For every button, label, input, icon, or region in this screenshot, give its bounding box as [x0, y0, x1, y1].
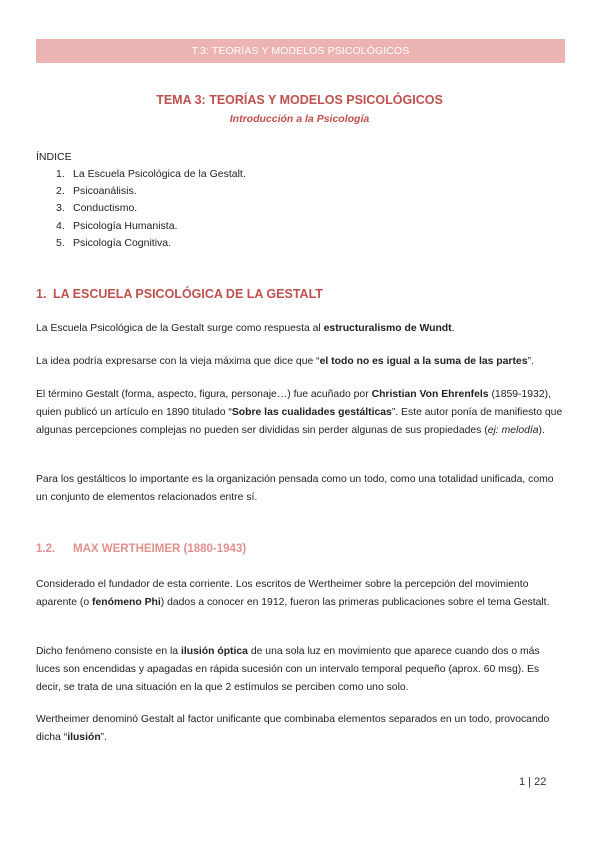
- bold-term: ilusión óptica: [180, 646, 248, 657]
- text-run: Dicho fenómeno consiste en la: [36, 646, 181, 657]
- text-run: de una sola luz en movimiento que aparece cuando dos o más luces son encendidas y apagadas en rápida sucesión con un intervalo temporal pequeño (aprox. 60 msg). Es decir, se trata de una situación en la que 2 estímulos se perciben como uno solo.: [36, 646, 540, 693]
- index-item: [56, 218, 246, 235]
- index-item-number: 5.: [56, 236, 65, 249]
- page-number: 1 | 22: [519, 776, 547, 788]
- text-run: ) dados a conocer en 1912, fueron las primeras publicaciones sobre el tema Gestalt.: [160, 596, 550, 608]
- section-heading: [36, 287, 323, 301]
- paragraph-organization: Para los gestálticos lo importante es la organización pensada como un todo, como una totalidad unificada, como un conjunto de elementos relacionados entre sí.: [36, 474, 554, 503]
- text-run: ).: [538, 424, 545, 436]
- text-run: Wertheimer denominó Gestalt al factor unificante que combinaba elementos separados en un todo, provocando dicha “: [36, 714, 550, 743]
- index-item-label: Psicología Cognitiva.: [73, 236, 172, 249]
- index-item-number: 3.: [56, 202, 65, 215]
- running-header-text: T.3: TEORÍAS Y MODELOS PSICOLÓGICOS: [191, 45, 410, 57]
- text-run: ”.: [100, 731, 108, 743]
- bold-term: ilusión: [67, 731, 101, 743]
- paragraph-term-gestalt: [36, 386, 566, 439]
- bold-term: Christian Von Ehrenfels: [371, 389, 489, 400]
- document-title: TEMA 3: TEORÍAS Y MODELOS PSICOLÓGICOS: [156, 93, 443, 107]
- document-subtitle: Introducción a la Psicología: [229, 113, 370, 125]
- subsection-heading: [36, 543, 246, 555]
- subsection-title: MAX WERTHEIMER (1880-1943): [73, 543, 247, 555]
- paragraph-phenomenon: [36, 643, 566, 696]
- text-run: El término Gestalt (forma, aspecto, figura, personaje…) fue acuñado por: [36, 389, 372, 400]
- paragraph-illusion: [36, 711, 566, 747]
- index-item-label: Conductismo.: [73, 202, 138, 215]
- text-run: .: [451, 323, 455, 334]
- text-run: ”.: [527, 356, 534, 367]
- running-header: [36, 39, 565, 63]
- index-item: [56, 183, 246, 200]
- bold-term: Sobre las cualidades gestálticas: [231, 406, 392, 418]
- index-title: ÍNDICE: [36, 151, 72, 163]
- italic-example: ej: melodía: [487, 424, 539, 436]
- subsection-number: 1.2.: [36, 543, 56, 555]
- text-run: ”. Este autor ponía de manifiesto que algunas percepciones complejas no pueden ser divididas sin perder algunas de sus propiedades (: [36, 406, 563, 436]
- paragraph-origin: [36, 320, 566, 338]
- index-list: [56, 166, 246, 252]
- index-item-label: La Escuela Psicológica de la Gestalt.: [73, 168, 246, 180]
- index-item: [56, 166, 246, 183]
- bold-term: fenómeno Phi: [92, 596, 161, 608]
- text-run: (1859-1932), quien publicó un artículo en 1890 titulado “: [36, 389, 551, 418]
- section-number: 1.: [36, 287, 47, 301]
- text-run: Considerado el fundador de esta corriente. Los escritos de Wertheimer sobre la percepción del movimiento aparente (o: [36, 579, 529, 608]
- index-item-number: 4.: [56, 219, 65, 232]
- paragraph-founder: [36, 576, 566, 612]
- paragraph-maxim: [36, 353, 566, 371]
- index-item-number: 2.: [56, 185, 65, 198]
- index-item: [56, 235, 246, 252]
- index-item-label: Psicoanálisis.: [73, 185, 137, 198]
- index-item-label: Psicología Humanista.: [73, 219, 178, 232]
- index-item: [56, 200, 246, 217]
- index-item-number: 1.: [56, 168, 65, 180]
- bold-term: estructuralismo de Wundt: [323, 323, 452, 334]
- text-run: La Escuela Psicológica de la Gestalt surge como respuesta al: [36, 323, 324, 334]
- bold-term: el todo no es igual a la suma de las partes: [319, 356, 528, 367]
- section-title: LA ESCUELA PSICOLÓGICA DE LA GESTALT: [53, 287, 323, 301]
- text-run: La idea podría expresarse con la vieja máxima que dice que “: [36, 356, 320, 367]
